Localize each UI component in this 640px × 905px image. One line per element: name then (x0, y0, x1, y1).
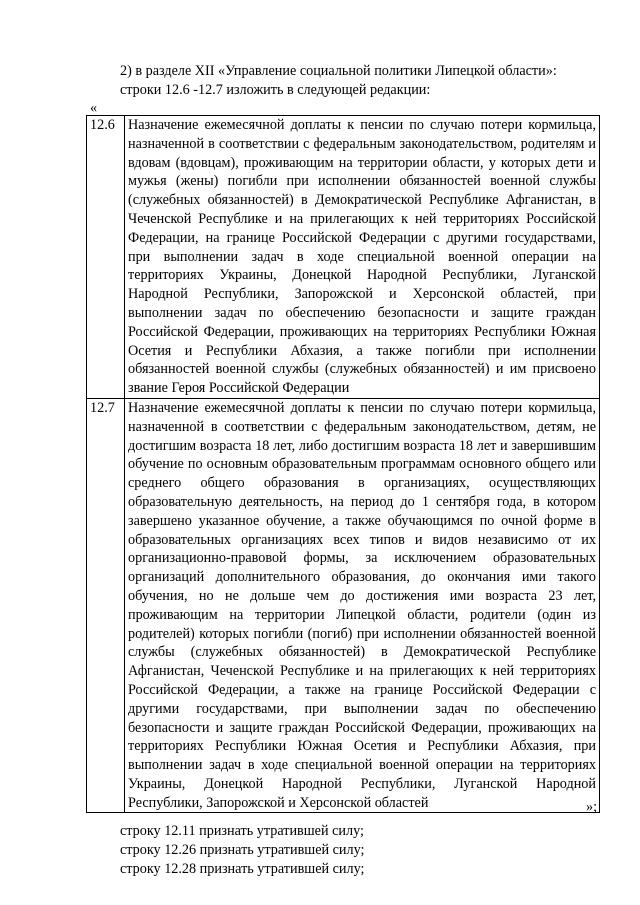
intro-line-1: 2) в разделе XII «Управление социальной политики Липецкой области»: (120, 63, 557, 79)
intro-line-2: строки 12.6 -12.7 изложить в следующей редакции: (120, 82, 431, 98)
table-row (87, 398, 600, 813)
tail-line-2: строку 12.26 признать утратившей силу; (120, 842, 365, 858)
amendment-table (86, 115, 600, 813)
row-number: 12.7 (87, 398, 125, 813)
table-row (87, 116, 600, 399)
tail-line-1: строку 12.11 признать утратившей силу; (120, 823, 364, 839)
tail-line-3: строку 12.28 признать утратившей силу; (120, 861, 365, 877)
intro-paragraph (120, 62, 600, 100)
opening-quote: « (90, 100, 98, 116)
row-text: Назначение ежемесячной доплаты к пенсии по случаю потери кормильца, назначенной в соответствии с федеральным законодательством, родителям и вдовам (вдовцам), проживающим на территории области, у которых дети и мужья (жены) погибли при исполнении обязанностей военной службы (служебных обязанностей) в Демократической Республике Афганистан, в Чеченской Республике и на прилегающих к ней территориях Российской Федерации, на границе Российской Федерации с другими государствами, при выполнении задач в ходе специальной военной операции на территориях Украины, Донецкой Народной Республики, Луганской Народной Республики, Запорожской и Херсонской областей, при выполнении задач по обеспечению безопасности и защите граждан Российской Федерации, проживающих на территориях Республики Южная Осетия и Республики Абхазия, а также погибли при исполнении обязанностей военной службы (служебных обязанностей) и им присвоено звание Героя Российской Федерации (125, 116, 600, 399)
closing-quote: »; (586, 799, 598, 815)
row-number: 12.6 (87, 116, 125, 399)
tail-paragraphs (120, 822, 600, 879)
row-text: Назначение ежемесячной доплаты к пенсии по случаю потери кормильца, назначенной в соответствии с федеральным законодательством, детям, не достигшим возраста 18 лет, либо достигшим возраста 18 лет и завершившим обучение по основным образовательным программам основного общего или среднего общего образования в организациях, осуществляющих образовательную деятельность, на период до 1 сентября года, в котором завершено указанное обучение, а также обучающимся по очной форме в образовательных организациях всех типов и видов независимо от их организационно-правовой формы, за исключением образовательных организаций дополнительного образования, до окончания ими такого обучения, но не дольше чем до достижения ими возраста 23 лет, проживающим на территории Липецкой области, родители (один из родителей) которых погибли (погиб) при исполнении обязанностей военной службы (служебных обязанностей) в Демократической Республике Афганистан, Чеченской Республике и на прилегающих к ней территориях Российской Федерации, а также на границе Российской Федерации с другими государствами, при выполнении задач по обеспечению безопасности и защите граждан Российской Федерации, проживающих на территориях Республики Южная Осетия и Республики Абхазия, при выполнении задач в ходе специальной военной операции на территориях Украины, Донецкой Народной Республики, Луганской Народной Республики, Запорожской и Херсонской областей (125, 398, 600, 813)
